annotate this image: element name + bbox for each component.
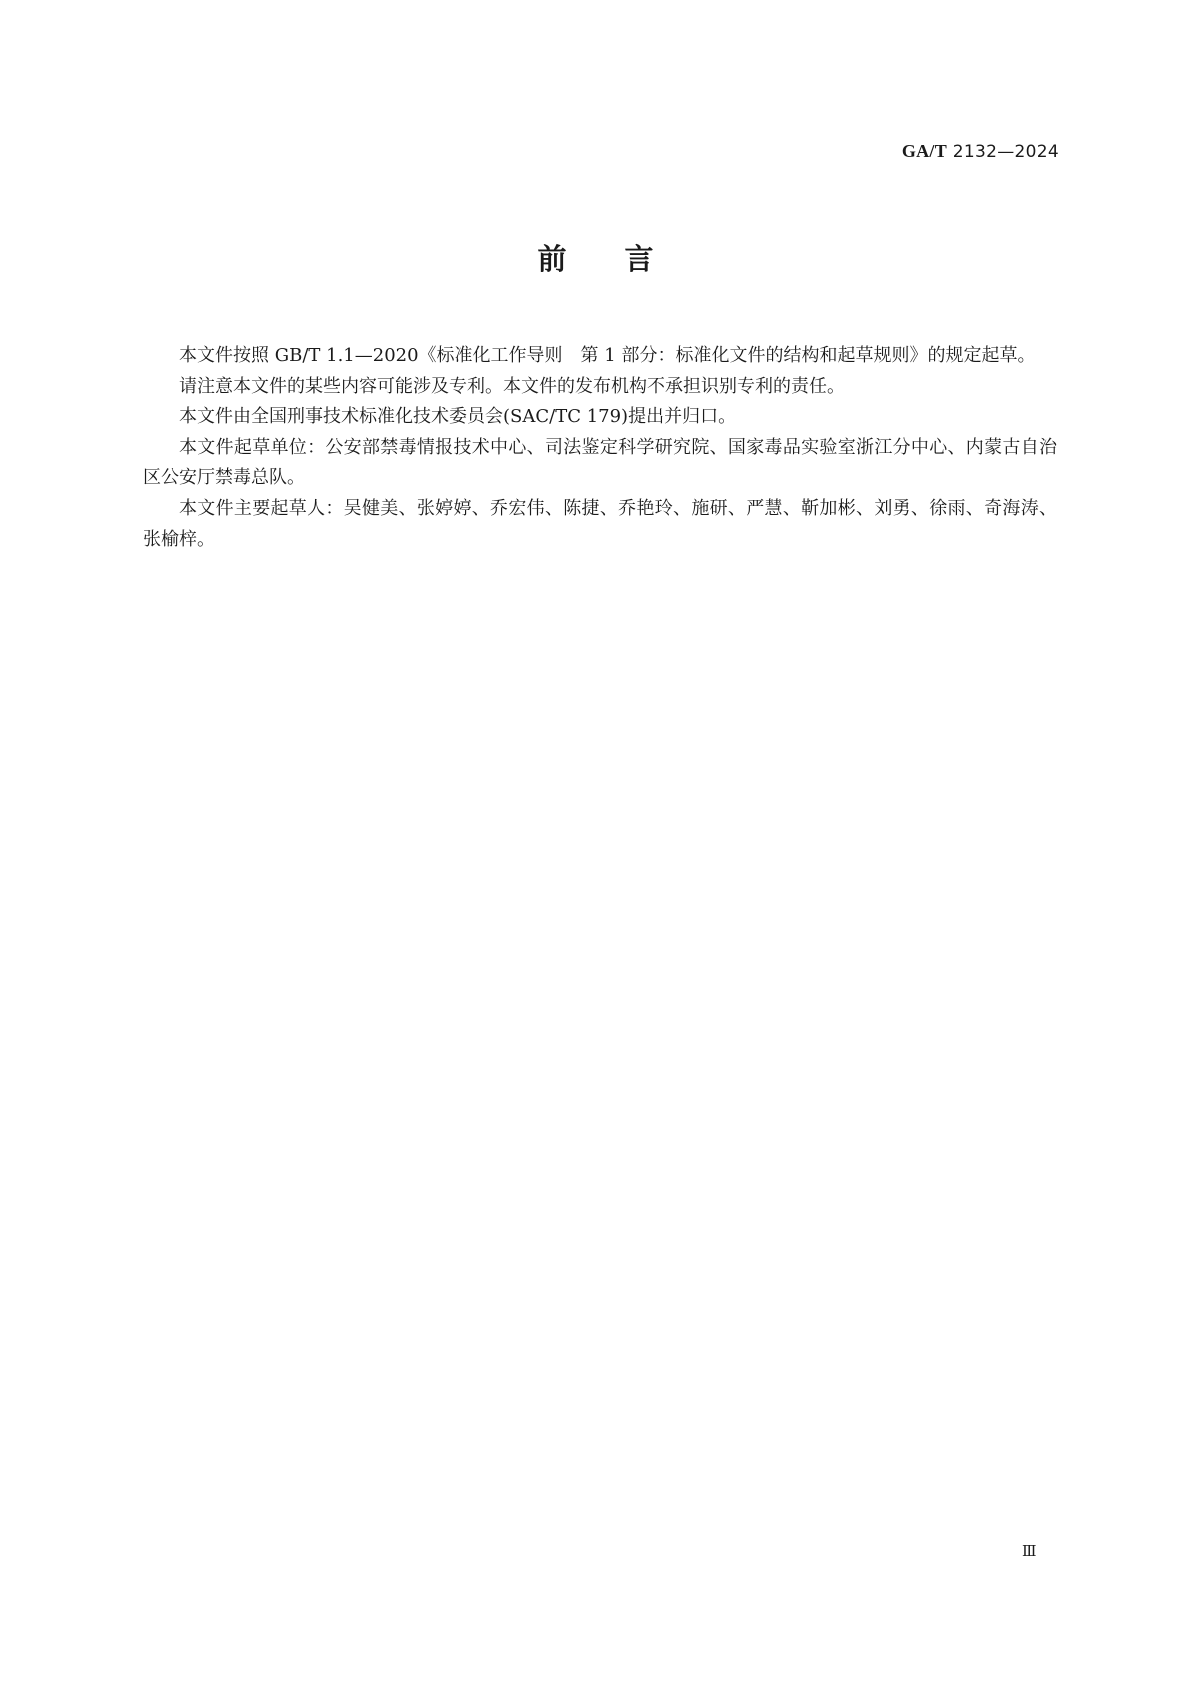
page-number: Ⅲ (1022, 1542, 1037, 1560)
standard-number: 2132—2024 (952, 142, 1059, 162)
title-char-1: 前 (537, 242, 567, 276)
paragraph-patent-notice: 请注意本文件的某些内容可能涉及专利。本文件的发布机构不承担识别专利的责任。 (179, 375, 845, 397)
standard-prefix: GA/T (901, 141, 948, 161)
page-title (0, 240, 1191, 278)
paragraph-proposer: 本文件由全国刑事技术标准化技术委员会(SAC/TC 179)提出并归口。 (179, 406, 737, 428)
standard-code (902, 140, 1059, 163)
paragraph-drafters: 本文件主要起草人：吴健美、张婷婷、乔宏伟、陈捷、乔艳玲、施研、严慧、靳加彬、刘勇、徐雨、奇海涛、张榆梓。 (143, 497, 1057, 550)
title-char-2: 言 (624, 242, 654, 276)
paragraph-drafting-rules: 本文件按照 GB/T 1.1—2020《标准化工作导则 第 1 部分：标准化文件的结构和起草规则》的规定起草。 (179, 345, 1036, 366)
foreword-body (143, 341, 1057, 555)
paragraph-drafting-units: 本文件起草单位：公安部禁毒情报技术中心、司法鉴定科学研究院、国家毒品实验室浙江分中心、内蒙古自治区公安厅禁毒总队。 (143, 436, 1057, 489)
